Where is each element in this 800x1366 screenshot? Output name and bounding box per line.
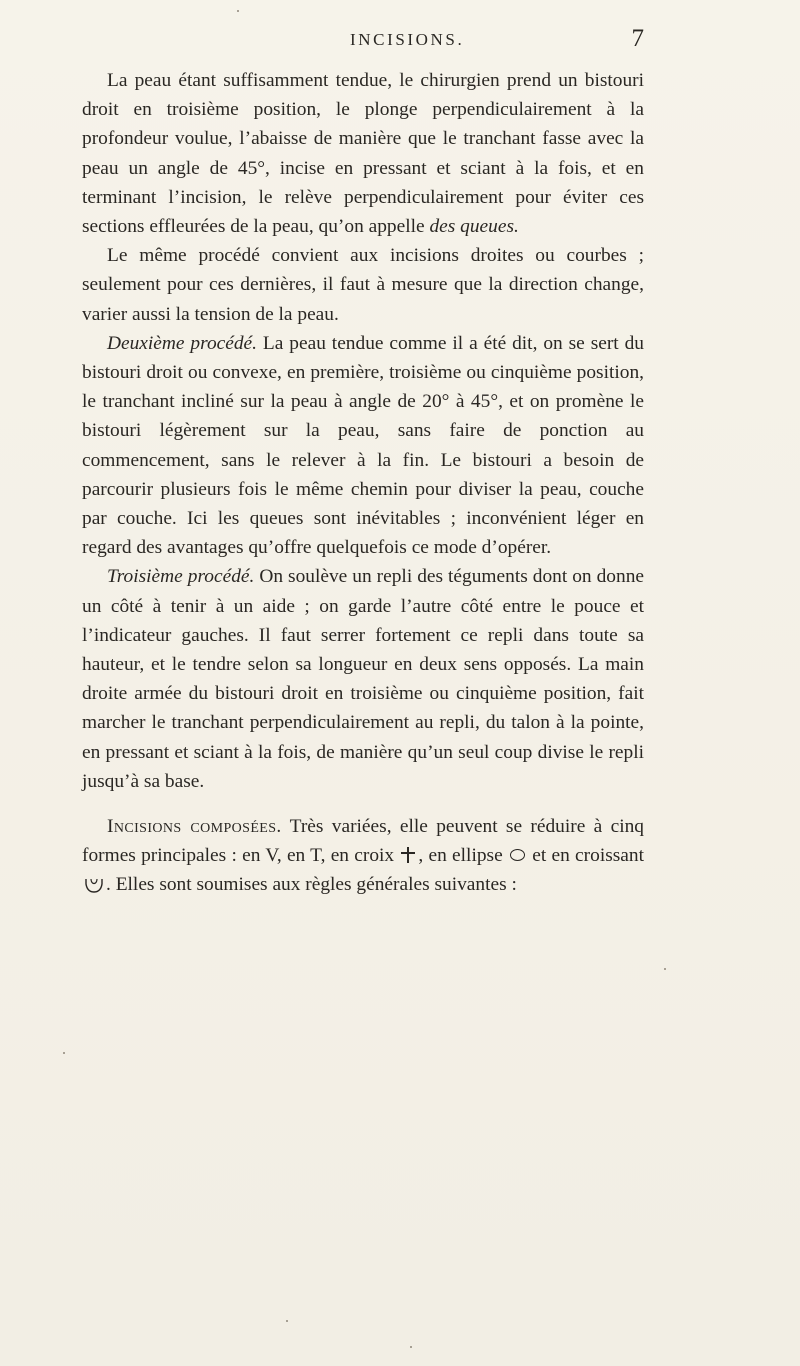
paragraph-1-text: La peau étant suffisamment tendue, le chirurgien prend un bistouri droit en troisième position, le plonge perpendiculairement à la profondeur voulue, l’abaisse de manière que le tranchant fasse avec la peau un angle de 45°, incise en pressant et sciant à la fois, et en terminant l’incision, le relève perpendiculairement pour éviter ces sections effleurées de la peau, qu’on appelle <box>82 70 644 238</box>
paper-speck <box>286 1320 288 1322</box>
paragraph-4 <box>82 562 644 796</box>
paper-speck <box>664 968 666 970</box>
cross-shape-icon <box>400 847 416 863</box>
paper-speck <box>237 10 239 12</box>
paragraph-3 <box>82 329 644 563</box>
paragraph-5-text-a: Très variées, elle peuvent se réduire à cinq formes principales : en V, en T, en croix <box>82 816 645 867</box>
section-heading-incisions-composees: Incisions composées. <box>107 816 282 838</box>
paragraph-3-text: La peau tendue comme il a été dit, on se sert du bistouri droit ou convexe, en première, troisième ou cinquième position, le tranchant incliné sur la peau à angle de 20° à 45°, et on promène le bistouri légèrement sur la peau, sans faire de ponction au commencement, sans le relever à la fin. Le bistouri a besoin de parcourir plusieurs fois le même chemin pour diviser la peau, couche par couche. Ici les queues sont inévitables ; inconvénient léger en regard des avantages qu’offre quelquefois ce mode d’opérer. <box>82 332 644 559</box>
section-heading-deuxieme-procede: Deuxième procédé. <box>107 332 258 354</box>
section-heading-troisieme-procede: Troisième procédé. <box>107 566 255 588</box>
page-number: 7 <box>631 25 644 52</box>
running-head: INCISIONS. <box>350 30 465 49</box>
ellipse-shape-icon <box>510 849 525 861</box>
page-header <box>82 22 642 58</box>
paragraph-5-text-d: . Elles sont soumises aux règles générales suivantes : <box>106 874 517 896</box>
paragraph-5-text-c: et en croissant <box>526 845 644 867</box>
paragraph-5 <box>82 812 644 900</box>
paper-speck <box>63 1052 65 1054</box>
paragraph-2 <box>82 241 644 329</box>
main-text <box>82 66 644 900</box>
paragraph-5-text-b: , en ellipse <box>418 845 508 867</box>
paper-speck <box>410 1346 412 1348</box>
paragraph-1 <box>82 66 644 241</box>
crescent-shape-icon <box>84 878 104 894</box>
paragraph-2-text: Le même procédé convient aux incisions droites ou courbes ; seulement pour ces dernières, il faut à mesure que la direction change, varier aussi la tension de la peau. <box>82 245 644 325</box>
paragraph-1-italic-term: des queues. <box>429 216 519 238</box>
paragraph-4-text: On soulève un repli des téguments dont on donne un côté à tenir à un aide ; on garde l’autre côté entre le pouce et l’indicateur gauches. Il faut serrer fortement ce repli dans toute sa hauteur, et le tendre selon sa longueur en deux sens opposés. La main droite armée du bistouri droit en troisième ou cinquième position, fait marcher le tranchant perpendiculairement au repli, du talon à la pointe, en pressant et sciant à la fois, de manière qu’un seul coup divise le repli jusqu’à sa base. <box>82 566 644 792</box>
